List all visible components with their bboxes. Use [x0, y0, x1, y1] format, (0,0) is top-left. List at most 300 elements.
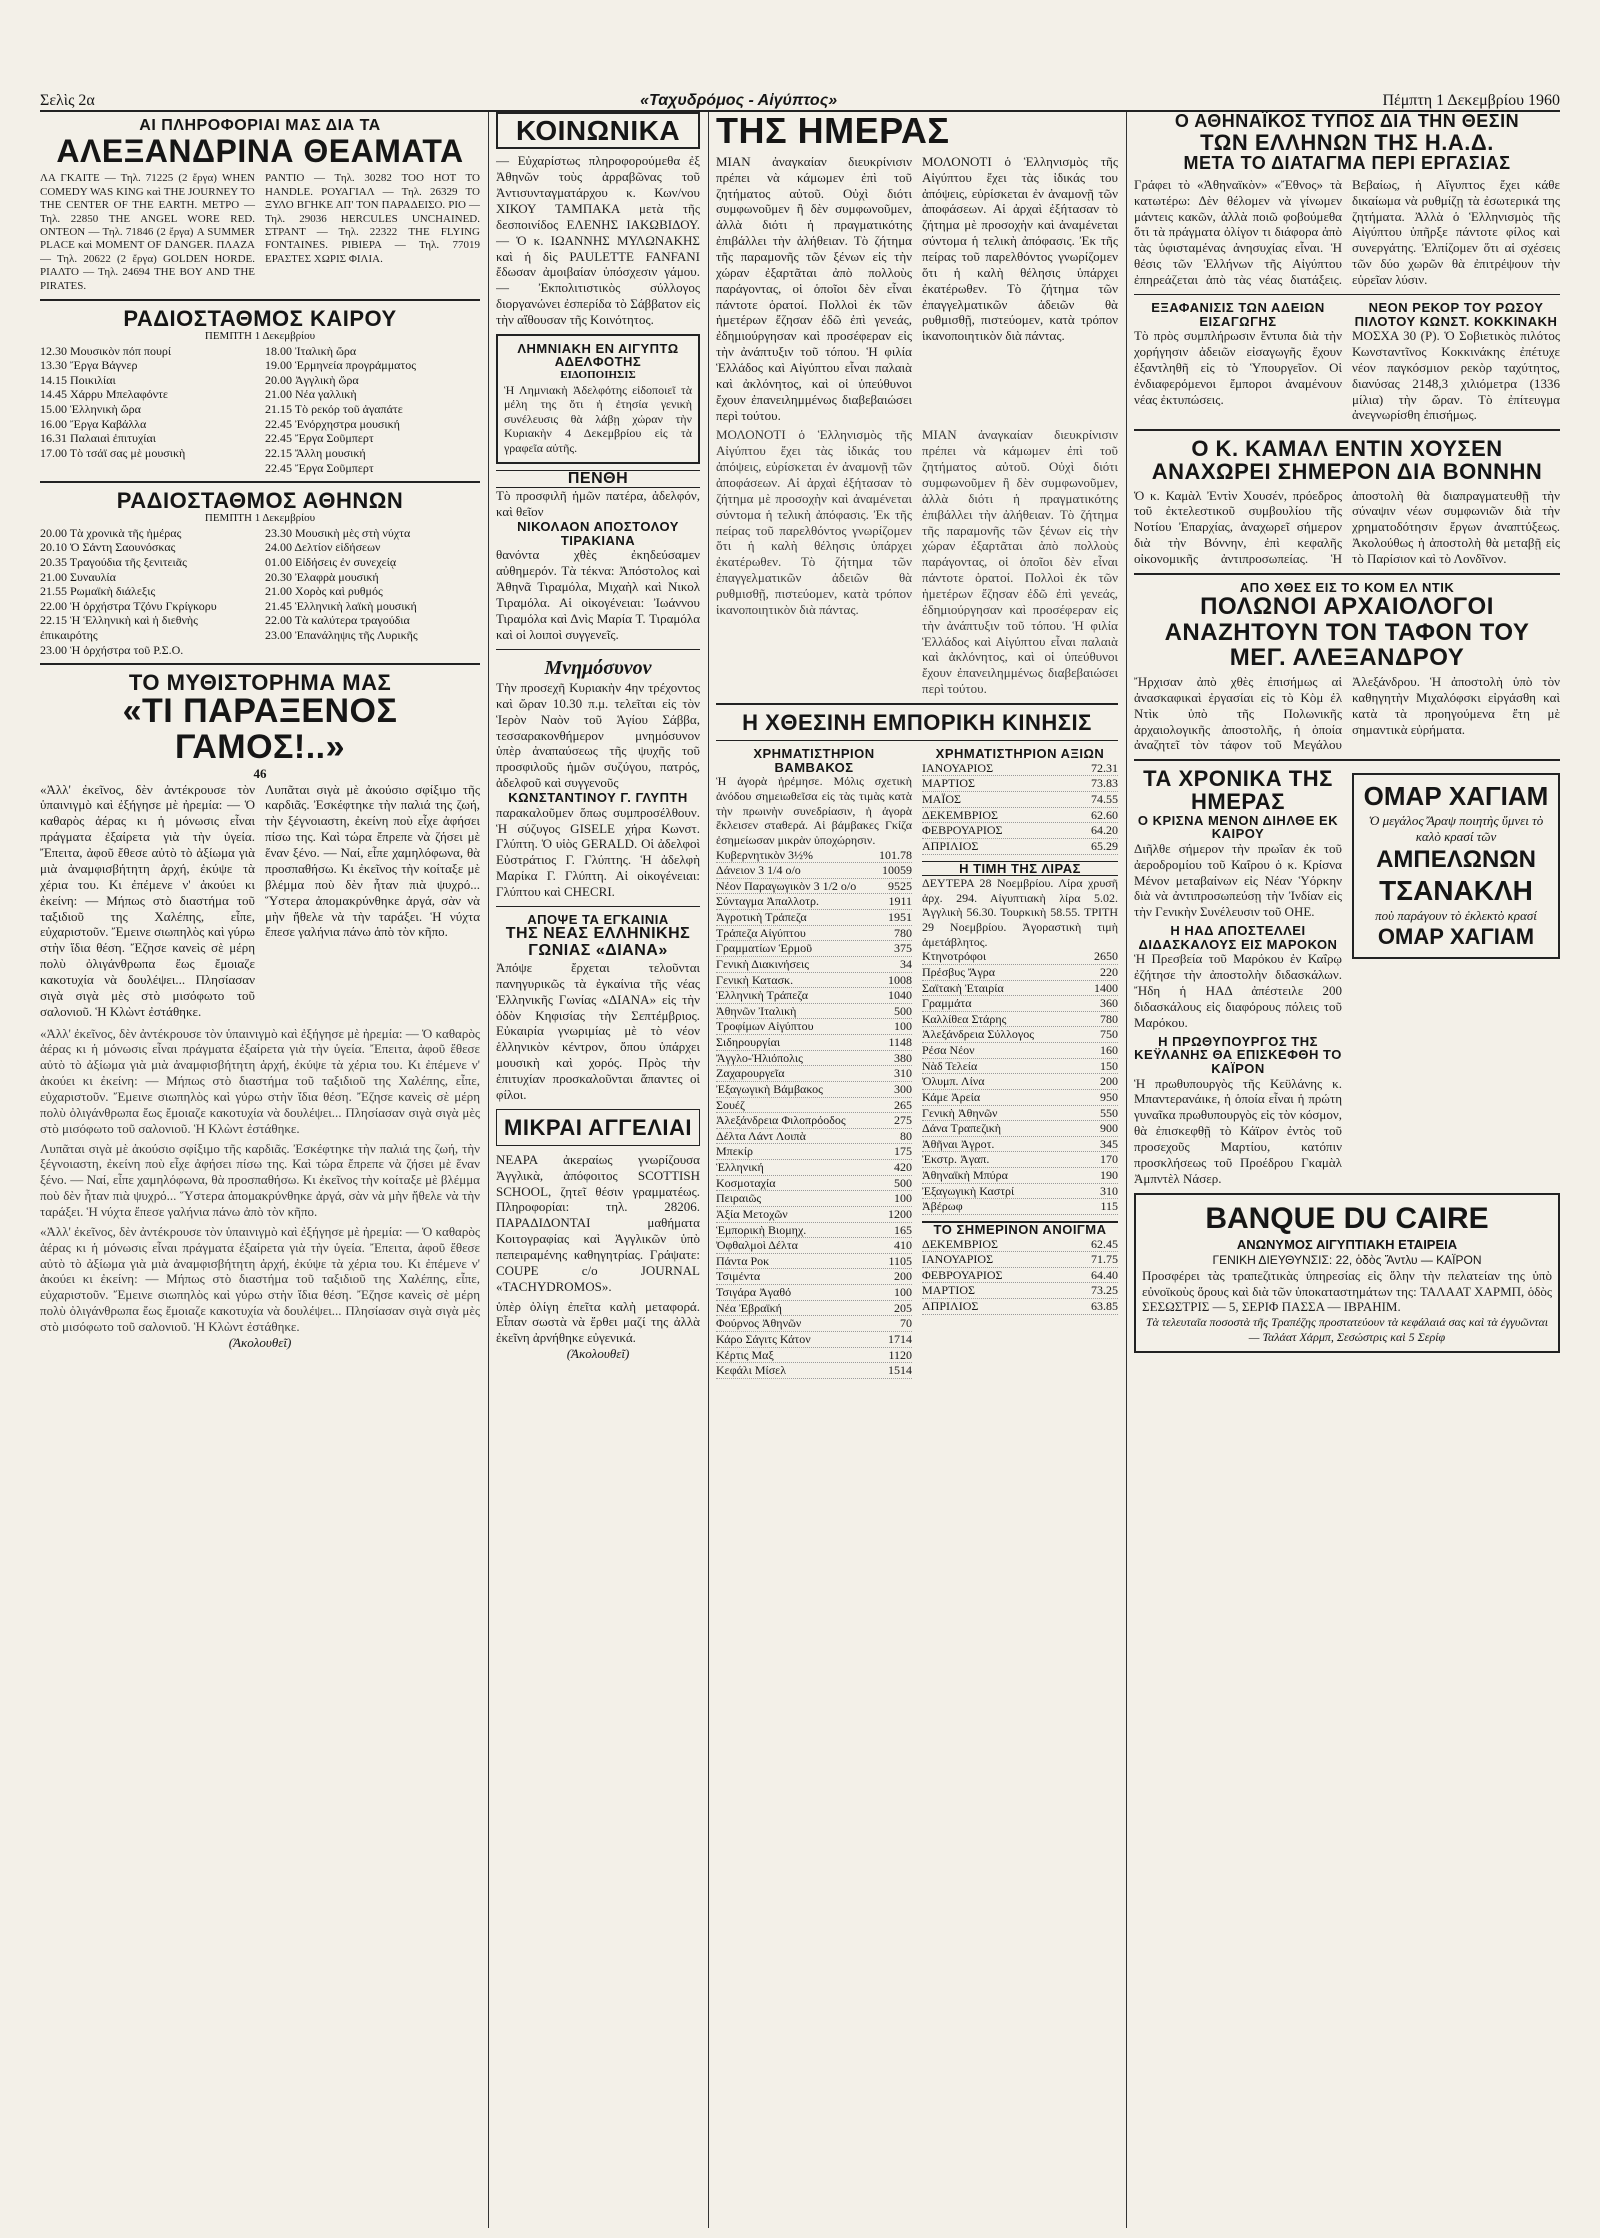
- column-rule: [488, 112, 489, 2228]
- radio-cairo-entry: 16.31 Παλαιαὶ ἐπιτυχίαι: [40, 431, 156, 446]
- opening-price-row: [922, 1252, 1118, 1268]
- cotton-exchange: [716, 747, 912, 1379]
- radio-athens-entry: 22.00 Ἡ ὀρχήστρα Τζόνυ Γκρίγκορυ: [40, 598, 217, 613]
- opening-price-row: [922, 1268, 1118, 1284]
- archaeology-kicker: ΑΠΟ ΧΘΕΣ ΕΙΣ ΤΟ ΚΟΜ ΕΛ ΝΤΙΚ: [1239, 579, 1455, 595]
- stock-row-label: Τσιγάρα Ἀγαθό: [716, 1285, 792, 1300]
- stock-row: [716, 1066, 912, 1082]
- stock-row-label: Πάντα Ροκ: [716, 1253, 770, 1268]
- stock-row-label: Ἀξία Μετοχῶν: [716, 1206, 788, 1221]
- stock-row-value: 500: [894, 1003, 912, 1018]
- radio-cairo-entry: 22.45 Ἐνόρχηστρα μουσική: [265, 416, 400, 431]
- opening-price-row-value: 71.75: [1091, 1252, 1118, 1267]
- novel-body: [40, 782, 480, 1020]
- stock-row-value: 200: [894, 1269, 912, 1284]
- diana-text: Ἀπόψε ἔρχεται τελοῦνται πανηγυρικῶς τὰ ἐγκαίνια τῆς νέας Ἑλληνικῆς Γωνίας «ΔΙΑΝΑ» εἰς τὴν ὁδὸν Κηφισίας τὴν Σεπτέμβριος. Εὐκαιρία γνωριμίας μὲ τὸ νέον ἑλληνικὸν κέντρον, ὅπου ὑπάρχει μουσικὴ καὶ χορός. Πρὸς τὴν ἐπιτυχίαν προσκαλοῦνται ἅπαντες οἱ φίλοι.: [496, 960, 700, 1102]
- stock-row-value: 101.78: [879, 847, 912, 862]
- wine-text-2: ποὺ παράγουν τὸ ἐκλεκτὸ κρασί: [1375, 908, 1537, 924]
- market-heading: Η ΧΘΕΣΙΝΗ ΕΜΠΟΡΙΚΗ ΚΙΝΗΣΙΣ: [742, 710, 1092, 736]
- stock-row-label: Κοσμοταχία: [716, 1175, 776, 1190]
- bereavement-name: ΝΙΚΟΛΑΟΝ ΑΠΟΣΤΟΛΟΥ ΤΙΡΑΚΙΑΝΑ: [517, 519, 679, 548]
- classifieds-continued: (Ἀκολουθεῖ): [566, 1346, 630, 1362]
- ceylon-heading: Η ΠΡΩΘΥΠΟΥΡΓΟΣ ΤΗΣ ΚΕΫΛΑΝΗΣ ΘΑ ΕΠΙΣΚΕΦΘΗ ΤΟ ΚΑΪΡΟΝ: [1134, 1033, 1342, 1076]
- stock-row-value: 1951: [888, 910, 912, 925]
- radio-athens-entry: 23.00 Ἡ ὀρχήστρα τοῦ Ρ.Σ.Ο.: [40, 642, 184, 657]
- opening-price-row-value: 63.85: [1091, 1299, 1118, 1314]
- stock-row-label: Πειραιῶς: [716, 1191, 762, 1206]
- stock-row: [716, 863, 912, 879]
- radio-athens-entry: 20.30 Ἐλαφρὰ μουσική: [265, 569, 379, 584]
- memorial-heading: Μνημόσυνον: [544, 656, 652, 679]
- stock-row-label: Τράπεζα Αἰγύπτου: [716, 925, 806, 940]
- editorial-text-right: ΜΙΑΝ ἀναγκαίαν διευκρίνισιν πρέπει νὰ κάμωμεν ἐπὶ τοῦ ζητήματος αὐτοῦ. Οὐχὶ διότι συμφωνοῦμεν ἢ δὲν συμφωνοῦμεν, ἀλλὰ διότι ἡ πραγματικότης ἐπιβάλλει τὴν ἀλήθειαν. Τὸ ζήτημα τῆς παραμονῆς τῶν ξένων εἰς τὴν χώραν ἐξαρτᾶται ἀπὸ πολλοὺς παράγοντας, οἱ ὁποῖοι δὲν εἶναι πάντοτε ὁρατοί. Πολλοὶ ἐκ τῶν ἡμετέρων ἔζησαν ἐδῶ ἐπὶ γενεάς, ἐδημιούργησαν καὶ προσέφεραν εἰς τὴν ἀνάπτυξιν τοῦ τόπου. Ἡ φιλία Ἑλλάδος καὶ Αἰγύπτου εἶναι παλαιὰ καὶ ἀκλόνητος, καὶ οἱ ὑπεύθυνοι ἔχουν ἐπανειλημμένως διαβεβαιώσει περὶ τούτου.: [922, 427, 1118, 697]
- opening-price-row-value: 64.40: [1091, 1267, 1118, 1282]
- stock-row: [922, 1074, 1118, 1090]
- radio-athens-entry: 01.00 Εἰδήσεις ἐν συνεχείᾳ: [265, 554, 397, 569]
- stock-row: [716, 973, 912, 989]
- radio-athens-list-right: [265, 526, 480, 658]
- editorial-text-left: ΜΟΛΟΝΟΤΙ ὁ Ἑλληνισμὸς τῆς Αἰγύπτου ἔχει τὰς ἰδικάς του ἀπόψεις, εὑρίσκεται ἐν ἀναμονῇ τῶν ἀποφάσεων. Αἱ ἀρχαὶ ἐξήτασαν τὸ ζήτημα μὲ προσοχὴν καὶ ἀναμένεται σύντομα ἡ τελικὴ ἀπόφασις. Ἐκ τῆς πείρας τοῦ παρελθόντος γνωρίζομεν ὅτι ἡ καλὴ θέλησις ὑπάρχει ἐκατέρωθεν. Τὸ ζήτημα τῶν ἐπαγγελματικῶν ἀδειῶν θὰ ρυθμισθῇ, πιστεύομεν, κατὰ τρόπον ἱκανοποιητικὸν διὰ πάντας.: [716, 427, 912, 617]
- radio-cairo-entry: 15.00 Ἑλληνικὴ ὥρα: [40, 402, 141, 417]
- editorial-text-left: ΜΙΑΝ ἀναγκαίαν διευκρίνισιν πρέπει νὰ κάμωμεν ἐπὶ τοῦ ζητήματος αὐτοῦ. Οὐχὶ διότι συμφωνοῦμεν ἢ δὲν συμφωνοῦμεν, ἀλλὰ διότι ἡ πραγματικότης ἐπιβάλλει τὴν ἀλήθειαν. Τὸ ζήτημα τῆς παραμονῆς τῶν ξένων εἰς τὴν χώραν ἐξαρτᾶται ἀπὸ πολλοὺς παράγοντας, οἱ ὁποῖοι δὲν εἶναι πάντοτε ὁρατοί. Πολλοὶ ἐκ τῶν ἡμετέρων ἔζησαν ἐδῶ ἐπὶ γενεάς, ἐδημιούργησαν καὶ προσέφεραν εἰς τὴν ἀνάπτυξιν τοῦ τόπου. Ἡ φιλία Ἑλλάδος καὶ Αἰγύπτου εἶναι παλαιὰ καὶ ἀκλόνητος, καὶ οἱ ὑπεύθυνοι ἔχουν ἐπανειλημμένως διαβεβαιώσει περὶ τούτου.: [716, 153, 912, 423]
- stock-row-label: Γενικὴ Κατασκ.: [716, 972, 794, 987]
- stock-row-label: Ἄγγλο-Ἡλιόπολις: [716, 1050, 803, 1065]
- stock-row-value: 375: [894, 941, 912, 956]
- stock-row: [922, 1012, 1118, 1028]
- stock-row-label: Κέρτις Μαξ: [716, 1347, 774, 1362]
- stock-row-label: Νὰδ Τελεία: [922, 1058, 978, 1073]
- bank-advert: [1134, 1193, 1560, 1353]
- issue-date: Πέμπτη 1 Δεκεμβρίου 1960: [1382, 92, 1560, 109]
- stock-row-label: Μπεκίρ: [716, 1144, 754, 1159]
- stock-row: [922, 981, 1118, 997]
- stock-row-value: 750: [1100, 1027, 1118, 1042]
- stock-row-value: 115: [1100, 1199, 1118, 1214]
- stock-row: [922, 996, 1118, 1012]
- wine-text: Ὁ μεγάλος Ἄραψ ποιητὴς ὕμνει τὸ καλὸ κρασί τῶν: [1368, 813, 1544, 844]
- stock-row-label: Γραμματίων Ἑρμοῦ: [716, 941, 813, 956]
- ceylon-text: Ἡ πρωθυπουργὸς τῆς Κεϋλάνης κ. Μπαντερανάικε, ἡ ὁποία εἶναι ἡ πρώτη γυναῖκα πρωθυπουργὸς εἰς τὸν κόσμον, θὰ ἐπισκεφθῇ τὸ Κάϊρον ἐντὸς τοῦ προσεχοῦς Μαρτίου, κατόπιν προσκλήσεως τοῦ Προέδρου Γκαμὰλ Ἀμπντὲλ Νάσερ.: [1134, 1075, 1342, 1186]
- cinema-heading: ΑΛΕΞΑΝΔΡΙΝΑ ΘΕΑΜΑΤΑ: [56, 132, 464, 169]
- stock-row-value: 1514: [888, 1363, 912, 1378]
- opening-price-row: [922, 1299, 1118, 1315]
- stock-row: [716, 910, 912, 926]
- classifieds-text: ΝΕΑΡΑ ἀκεραίως γνωρίζουσα Ἀγγλικὰ, ἀπόφοιτος SCOTTISH SCHOOL, ζητεῖ θέσιν γραμματέως. Πληροφορίαι: τηλ. 28206. ΠΑΡΑΔΙΔΟΝΤΑΙ μαθήματα Κοιτογραφίας καὶ Ἀγγλικῶν ὑπὸ πεπειραμένης καθηγητρίας. Γράψατε: COUPE c/o JOURNAL «TACHYDROMOS».: [496, 1151, 700, 1294]
- stock-row-value: 1040: [888, 988, 912, 1003]
- lira-text: ΔΕΥΤΕΡΑ 28 Νοεμβρίου. Λίρα χρυσῆ ἀρχ. 294. Αἰγυπτιακὴ λίρα 5.02. Ἀγγλικὴ 56.30. Τουρκικὴ 58.55. ΤΡΙΤΗ 29 Νοεμβρίου. Ἀγοραστικὴ τιμὴ ἀμετάβλητος.: [922, 876, 1118, 949]
- stock-row: [716, 1316, 912, 1332]
- stock-row-label: Καλλίθεα Στάρης: [922, 1011, 1007, 1026]
- novel-text-left: «Ἀλλ' ἐκεῖνος, δὲν ἀντέκρουσε τὸν ὑπαινιγμὸ καὶ ἐξήγησε μὲ ἠρεμία: — Ὁ καθαρὸς ἀέρας κι ἡ μόνωσις εἶναι πράγματα ἐξαίρετα γιὰ τὴν ὑγεία. Ἔπειτα, ἀφοῦ ἔθεσε αὐτὸ τὸ ἀξίωμα γιὰ μιὰ ἀναμφισβήτητη ἀρχή, ἐκύψε τὰ χέρια του. Κι ἐπέμενε ν' ἀκούει κι ἐκείνη: — Μήπως στὸ διαστήμα τοῦ ταξιδιοῦ της Χαλέπης, εἶπε, εὐχαριστοῦν. Ἔμεινε σιωπηλὸς καὶ γύρω στὴν ἴδια θέση. Ἔζησε κανεὶς σὲ μέρη πολὺ ὀλιγάνθρωπα ἔως ἔμοιαζε κακοτυχία νὰ δουλέψει... Πλησίασαν σιγὰ σιγὰ μὲς στὸ μισόφωτο τοῦ σαλονιοῦ. Ἡ Κλὼντ ἐστάθηκε.: [40, 1223, 480, 1334]
- athens-press-text: Γράφει τὸ «Ἀθηναϊκὸν» «Ἔθνος» τὰ κατωτέρω: Δὲν θέλομεν νὰ γίνωμεν μάντεις κακῶν, ἀλλὰ ποιῶ φοβούμεθα ὅτι τὰ πράγματα ὀλίγον τι διάφορα ἀπὸ τὰς ὑφισταμένας ἀνησυχίας εἶναι. Ἡ θέσις τῶν Ἑλλήνων τῆς Αἰγύπτου ἐπηρεάζεται ἀπὸ τὰς νέας διατάξεις. Βεβαίως, ἡ Αἴγυπτος ἔχει κάθε δικαίωμα νὰ ρυθμίζῃ τὰ ἐσωτερικά της ζητήματα. Ἀλλὰ ὁ Ἑλληνισμὸς τῆς Αἰγύπτου ὑπῆρξε πάντοτε φίλος καὶ συνεργάτης. Ἐλπίζομεν ὅτι αἱ σχέσεις τῶν δύο χωρῶν θὰ ἐπιτρέψουν τὴν εὑρεῖαν λύσιν.: [1134, 176, 1560, 288]
- radio-athens-entry: 21.00 Χορὸς καὶ ρυθμός: [265, 584, 383, 599]
- stock-row-label: Ἀγροτικὴ Τράπεζα: [716, 910, 807, 925]
- futures-row-value: 62.60: [1091, 807, 1118, 822]
- stock-row: [716, 1269, 912, 1285]
- bank-footer: Τὰ τελευταῖα ποσοστὰ τῆς Τραπέζης προστατεύουν τὰ κεφάλαιά σας καὶ τὰ ἐγγυῶνται — Ταλάατ Χάρμπ, Σεσώστρις καὶ 5 Σερίφ: [1145, 1315, 1549, 1344]
- opening-price-row-value: 73.25: [1091, 1283, 1118, 1298]
- stock-row-value: 80: [900, 1128, 912, 1143]
- stock-row-label: Δάνα Τραπεζικὴ: [922, 1121, 1002, 1136]
- stock-row: [922, 1043, 1118, 1059]
- pilot-record-title: ΝΕΟΝ ΡΕΚΟΡ ΤΟΥ ΡΩΣΟΥ ΠΙΛΟΤΟΥ ΚΩΝΣΤ. ΚΟΚΚΙΝΑΚΗ: [1354, 299, 1558, 329]
- cinema-list-left: ΛΑ ΓΚΑΙΤΕ — Τηλ. 71225 (2 ἔργα) WHEN COMEDY WAS KING καὶ THE JOURNEY TO THE CENTER OF THE EARTH. ΜΕΤΡΟ — Τηλ. 22850 THE ANGEL WORE RED. ΟΝΤΕΟΝ — Τηλ. 71846 (2 ἔργα) A SUMMER PLACE καὶ MOMENT OF DANGER. ΠΛΑΖΑ — Τηλ. 20622 (2 ἔργα) GOLDEN HORDE. ΡΙΑΛΤΟ — Τηλ. 24694 THE BOY AND THE PIRATES.: [40, 172, 255, 292]
- stock-row-label: Σύνταγμα Ἀπαλλοτρ.: [716, 894, 819, 909]
- stock-row: [716, 926, 912, 942]
- editorial-body-cont: [716, 427, 1118, 697]
- stock-row-value: 150: [1100, 1058, 1118, 1073]
- classifieds-tail: ὑπὲρ ὀλίγη ἐπεῖτα καλὴ μεταφορά. Εἶπαν σωστὰ νὰ ἔρθει μαζί της ἀλλὰ ἐκεῖνη ἀρνήθηκε εὐγενικά.: [496, 1298, 700, 1346]
- stock-row-value: 410: [894, 1238, 912, 1253]
- stock-row: [716, 1191, 912, 1207]
- stock-row: [716, 941, 912, 957]
- bank-type: ΑΝΩΝΥΜΟΣ ΑΙΓΥΠΤΙΑΚΗ ΕΤΑΙΡΕΙΑ: [1236, 1237, 1458, 1253]
- radio-cairo-entry: 13.30 Ἔργα Βάγνερ: [40, 358, 138, 373]
- stock-row-value: 1120: [888, 1347, 912, 1362]
- radio-cairo-entry: 19.00 Ἑρμηνεία προγράμματος: [265, 358, 417, 373]
- stock-row-label: Δάνειον 3 1/4 ο/ο: [716, 863, 801, 878]
- import-licences-title: ΕΞΑΦΑΝΙΣΙΣ ΤΩΝ ΑΔΕΙΩΝ ΕΙΣΑΓΩΓΗΣ: [1151, 299, 1325, 329]
- novel-heading: ΤΟ ΜΥΘΙΣΤΟΡΗΜΑ ΜΑΣ: [128, 670, 392, 696]
- wine-brand: ΟΜΑΡ ΧΑΓΙΑΜ: [1363, 781, 1549, 812]
- stock-row-value: 175: [894, 1144, 912, 1159]
- futures-row-label: ΦΕΒΡΟΥΑΡΙΟΣ: [922, 823, 1003, 838]
- stock-row-value: 100: [894, 1019, 912, 1034]
- cinema-list-right: ΡΑΝΤΙΟ — Τηλ. 30282 TOO HOT TO HANDLE. ΡΟΥΑΓΙΑΛ — Τηλ. 26329 ΤΟ ΞΥΛΟ ΒΓΗΚΕ ΑΠ' ΤΟΝ ΠΑΡΑΔΕΙΣΟ. ΡΙΟ — Τηλ. 29036 HERCULES UNCHAINED. ΣΤΡΑΝΤ — Τηλ. 22322 THE FLYING FONTAINES. ΡΙΒΙΕΡΑ — Τηλ. 77019 ΕΡΑΣΤΕΣ ΧΩΡΙΣ ΦΙΛΙΑ.: [265, 172, 480, 265]
- stock-row: [716, 1098, 912, 1114]
- opening-price-row-label: ΑΠΡΙΛΙΟΣ: [922, 1299, 979, 1314]
- stock-row: [716, 1160, 912, 1176]
- stock-row-value: 950: [1100, 1089, 1118, 1104]
- radio-athens-entry: 21.45 Ἑλληνικὴ λαϊκὴ μουσική: [265, 598, 417, 613]
- stock-row-label: Ἀλεξάνδρεια Σύλλογος: [922, 1027, 1034, 1042]
- stock-row-label: Ἑλληνικὴ Τράπεζα: [716, 988, 809, 1003]
- stock-row: [716, 1348, 912, 1364]
- opening-prices: [922, 1237, 1118, 1315]
- stock-row-label: Ἀθηνῶν Ἰταλικὴ: [716, 1003, 797, 1018]
- futures-row-value: 72.31: [1091, 760, 1118, 775]
- lemnos-text: Ἡ Λημνιακὴ Ἀδελφότης εἰδοποιεῖ τὰ μέλη της ὅτι ἡ ἐτησία γενικὴ συνέλευσις θὰ λάβῃ χώραν τὴν Κυριακὴν 4 Δεκεμβρίου εἰς τὰ γραφεῖα αὐτῆς.: [504, 382, 692, 456]
- column-rule: [708, 112, 709, 2228]
- stock-row: [716, 1238, 912, 1254]
- opening-price-row-label: ΦΕΒΡΟΥΑΡΙΟΣ: [922, 1267, 1003, 1282]
- stock-row: [716, 1019, 912, 1035]
- import-licences: [1134, 301, 1342, 423]
- teachers-text: Ἡ Πρεσβεία τοῦ Μαρόκου ἐν Καΐρῳ ἐζήτησε τὴν ἀποστολὴν διδασκάλων. Ἤδη ἡ ΗΑΔ ἀπέστειλε 200 διδασκάλους εἰς διαφόρους πόλεις τοῦ Μαρόκου.: [1134, 951, 1342, 1030]
- editorial-text-right: ΜΟΛΟΝΟΤΙ ὁ Ἑλληνισμὸς τῆς Αἰγύπτου ἔχει τὰς ἰδικάς του ἀπόψεις, εὑρίσκεται ἐν ἀναμονῇ τῶν ἀποφάσεων. Αἱ ἀρχαὶ ἐξήτασαν τὸ ζήτημα μὲ προσοχὴν καὶ ἀναμένεται σύντομα ἡ τελικὴ ἀπόφασις. Ἐκ τῆς πείρας τοῦ παρελθόντος γνωρίζομεν ὅτι ἡ καλὴ θέλησις ὑπάρχει ἐκατέρωθεν. Τὸ ζήτημα τῶν ἐπαγγελματικῶν ἀδειῶν θὰ ρυθμισθῇ, πιστεύομεν, κατὰ τρόπον ἱκανοποιητικὸν διὰ πάντας.: [922, 153, 1118, 344]
- stock-row: [922, 1152, 1118, 1168]
- archaeology-text: Ἤρχισαν ἀπὸ χθὲς ἐπισήμως αἱ ἀνασκαφικαὶ ἐργασίαι εἰς τὸ Κὸμ ἐλ Ντὶκ ὑπὸ τῆς Πολωνικῆς ἀρχαιολογικῆς ἀποστολῆς, ἡ ὁποία ἀναζητεῖ τὸν τάφον τοῦ Μεγάλου Ἀλεξάνδρου. Ἡ ἀποστολὴ ὑπὸ τὸν καθηγητὴν Μιχαλόφσκι εἰργάσθη καὶ κατὰ τὰ προηγούμενα ἔτη μὲ σημαντικὰ εὑρήματα.: [1134, 674, 1560, 753]
- stock-row: [922, 1027, 1118, 1043]
- stock-row-value: 1911: [888, 894, 912, 909]
- radio-athens-date: ΠΕΜΠΤΗ 1 Δεκεμβρίου: [204, 512, 316, 525]
- brief-news: [1134, 301, 1560, 423]
- stock-row-label: Νέα Ἐβραϊκή: [716, 1300, 782, 1315]
- athens-press-heading-2: ΤΩΝ ΕΛΛΗΝΩΝ ΤΗΣ Η.Α.Δ.: [1200, 129, 1494, 155]
- futures-row-label: ΔΕΚΕΜΒΡΙΟΣ: [922, 807, 999, 822]
- stock-row-label: Σιδηρουργίαι: [716, 1035, 781, 1050]
- cotton-text: Ἡ ἀγορὰ ἠρέμησε. Μόλις σχετικὴ ἀνόδου σημειωθεῖσα εἰς τὰς τιμὰς κατὰ τὴν πρωινὴν συνεδρίασιν, ἡ ἀγορὰ ἔκλεισεν σταθερά. Αἱ βάμβακες Γκίζα ἐσημείωσαν μικρὰν ὑποχώρησιν.: [716, 774, 912, 847]
- column-entertainment: [40, 112, 480, 2228]
- column-rule: [1126, 112, 1127, 2228]
- stock-row-value: 2650: [1094, 949, 1118, 964]
- stock-row-label: Ὀλυμπ. Λίνα: [922, 1074, 985, 1089]
- radio-athens-heading: ΡΑΔΙΟΣΤΑΘΜΟΣ ΑΘΗΝΩΝ: [116, 488, 404, 514]
- stock-row-value: 360: [1100, 996, 1118, 1011]
- radio-cairo-entry: 17.00 Τὸ τσάϊ σας μὲ μουσικὴ: [40, 445, 186, 460]
- wine-brand-2: ΟΜΑΡ ΧΑΓΙΑΜ: [1377, 924, 1535, 950]
- radio-athens-entry: 23.30 Μουσικὴ μὲς στὴ νύχτα: [265, 525, 411, 540]
- stock-row: [716, 848, 912, 864]
- stock-row-value: 205: [894, 1300, 912, 1315]
- diana-title: ΤΗΣ ΝΕΑΣ ΕΛΛΗΝΙΚΗΣ ΓΩΝΙΑΣ «ΔΙΑΝΑ»: [505, 925, 691, 960]
- stock-row: [922, 1137, 1118, 1153]
- stock-row-label: Κάρο Σάγιτς Κάτον: [716, 1331, 811, 1346]
- stock-row: [716, 1144, 912, 1160]
- stock-row: [922, 1199, 1118, 1215]
- radio-athens-entry: 22.15 Ἡ Ἑλληνικὴ καὶ ἡ διεθνὴς ἐπικαιρότης: [40, 613, 198, 643]
- stock-row: [716, 988, 912, 1004]
- radio-cairo-schedule: [40, 344, 480, 476]
- radio-athens-entry: 21.00 Συναυλία: [40, 569, 116, 584]
- radio-athens-entry: 23.00 Ἐπανάληψις τῆς Λυρικῆς: [265, 628, 418, 643]
- stock-row-value: 380: [894, 1050, 912, 1065]
- futures-row-label: ΙΑΝΟΥΑΡΙΟΣ: [922, 760, 994, 775]
- stock-row-label: Ἀλεξάνδρεια Φιλοπρόοδος: [716, 1113, 846, 1128]
- stock-row-label: Κάμε Ἀρεία: [922, 1089, 981, 1104]
- stock-row-label: Γραμμάτα: [922, 996, 972, 1011]
- stock-row-value: 170: [1100, 1152, 1118, 1167]
- stock-row-label: Ἐξαγωγικὴ Βάμβακος: [716, 1081, 823, 1096]
- futures-row: [922, 839, 1118, 855]
- stock-row-value: 265: [894, 1097, 912, 1112]
- radio-athens-entry: 20.00 Τὰ χρονικὰ τῆς ἡμέρας: [40, 525, 182, 540]
- stock-row-label: Σουέζ: [716, 1097, 745, 1112]
- editorial-body: [716, 154, 1118, 424]
- novel-text-left: «Ἀλλ' ἐκεῖνος, δὲν ἀντέκρουσε τὸν ὑπαινιγμὸ καὶ ἐξήγησε μὲ ἠρεμία: — Ὁ καθαρὸς ἀέρας κι ἡ μόνωσις εἶναι πράγματα ἐξαίρετα γιὰ τὴν ὑγεία. Ἔπειτα, ἀφοῦ ἔθεσε αὐτὸ τὸ ἀξίωμα γιὰ μιὰ ἀναμφισβήτητη ἀρχή, ἐκύψε τὰ χέρια του. Κι ἐπέμενε ν' ἀκούει κι ἐκείνη: — Μήπως στὸ διαστήμα τοῦ ταξιδιοῦ της Χαλέπης, εἶπε, εὐχαριστοῦν. Ἔμεινε σιωπηλὸς καὶ γύρω στὴν ἴδια θέση. Ἔζησε κανεὶς σὲ μέρη πολὺ ὀλιγάνθρωπα ἔως ἔμοιαζε κακοτυχία νὰ δουλέψει... Πλησίασαν σιγὰ σιγὰ μὲς στὸ μισόφωτο τοῦ σαλονιοῦ. Ἡ Κλὼντ ἐστάθηκε.: [40, 1025, 480, 1136]
- stock-row-value: 9525: [888, 878, 912, 893]
- lira-title: Η ΤΙΜΗ ΤΗΣ ΛΙΡΑΣ: [922, 861, 1118, 877]
- stock-row-value: 780: [894, 925, 912, 940]
- stock-row-label: Δέλτα Λάντ Λοιπὰ: [716, 1128, 806, 1143]
- shares-exchange: [922, 747, 1118, 1379]
- stock-row: [922, 1168, 1118, 1184]
- stock-row: [716, 1285, 912, 1301]
- column-social: [496, 112, 700, 2228]
- diana-kicker: ΑΠΟΨΕ ΤΑ ΕΓΚΑΙΝΙΑ: [527, 911, 669, 927]
- stock-row-label: Ἀθῆναι Ἀγροτ.: [922, 1136, 995, 1151]
- radio-cairo-list-right: [265, 344, 480, 476]
- lemnos-subtitle: ΕΙΔΟΠΟΙΗΣΙΣ: [560, 369, 636, 382]
- stock-row-value: 900: [1100, 1121, 1118, 1136]
- memorial-text-2: παρακαλοῦμεν ὅπως συμπροσέλθουν. Ἡ σύζυγος GISELE χήρα Κωνστ. Γλύπτη. Ὁ υἱὸς GERALD. Οἱ ἀδελφοὶ Εὐστράτιος Γ. Γλύπτης. Ἡ ἀδελφὴ Μαρίκα Γ. Γλύπτη. Αἱ οἰκογένειαι: Γλύπτου καὶ CHECRI.: [496, 804, 700, 899]
- stock-row-label: Ἑλληνική: [716, 1160, 764, 1175]
- radio-cairo-entry: 14.15 Ποικιλίαι: [40, 372, 116, 387]
- radio-athens-entry: 20.10 Ὁ Σάντη Σαουνόσκας: [40, 540, 176, 555]
- menon-text: Διῆλθε σήμερον τὴν πρωΐαν ἐκ τοῦ ἀεροδρομίου τοῦ Καΐρου ὁ κ. Κρίσνα Μένον μεταβαίνων εἰς Νέαν Ὑόρκην διὰ νὰ ἀντιπροσωπεύσῃ τὴν Ἰνδίαν εἰς τὴν Γενικὴν Συνέλευσιν τοῦ ΟΗΕ.: [1134, 840, 1342, 920]
- radio-cairo-entry: 21.15 Τὸ ρεκόρ τοῦ ἀγαπάτε: [265, 402, 403, 417]
- stock-row-label: Κυβερνητικὸν 3½%: [716, 847, 813, 862]
- stock-row-label: Ἀβέρωφ: [922, 1199, 963, 1214]
- teachers-heading: Η ΗΑΔ ΑΠΟΣΤΕΛΛΕΙ ΔΙΔΑΣΚΑΛΟΥΣ ΕΙΣ ΜΑΡΟΚΟΝ: [1138, 923, 1338, 952]
- futures-row: [922, 792, 1118, 808]
- stock-row-value: 190: [1100, 1168, 1118, 1183]
- stock-row-value: 420: [894, 1160, 912, 1175]
- stock-list-2: [922, 949, 1118, 1215]
- stock-row: [716, 879, 912, 895]
- stock-row-value: 550: [1100, 1105, 1118, 1120]
- stock-row-label: Κεφάλι Μίσελ: [716, 1363, 787, 1378]
- radio-athens-entry: 22.00 Τὰ καλύτερα τραγούδια: [265, 613, 410, 628]
- novel-text-left: «Ἀλλ' ἐκεῖνος, δὲν ἀντέκρουσε τὸν ὑπαινιγμὸ καὶ ἐξήγησε μὲ ἠρεμία: — Ὁ καθαρὸς ἀέρας κι ἡ μόνωσις εἶναι πράγματα ἐξαίρετα γιὰ τὴν ὑγεία. Ἔπειτα, ἀφοῦ ἔθεσε αὐτὸ τὸ ἀξίωμα γιὰ μιὰ ἀναμφισβήτητη ἀρχή, ἐκύψε τὰ χέρια του. Κι ἐπέμενε ν' ἀκούει κι ἐκείνη: — Μήπως στὸ διαστήμα τοῦ ταξιδιοῦ της Χαλέπης, εἶπε, εὐχαριστοῦν. Ἔμεινε σιωπηλὸς καὶ γύρω στὴν ἴδια θέση. Ἔζησε κανεὶς σὲ μέρη πολὺ ὀλιγάνθρωπα ἔως ἔμοιαζε κακοτυχία νὰ δουλέψει... Πλησίασαν σιγὰ σιγὰ μὲς στὸ μισόφωτο τοῦ σαλονιοῦ. Ἡ Κλὼντ ἐστάθηκε.: [40, 781, 255, 1019]
- bereavement-heading: ΠΕΝΘΗ: [496, 470, 700, 489]
- menon-heading: Ο ΚΡΙΣΝΑ ΜΕΝΟΝ ΔΙΗΛΘΕ ΕΚ ΚΑΙΡΟΥ: [1137, 812, 1339, 842]
- stock-row-value: 1008: [888, 972, 912, 987]
- opening-price-row-label: ΜΑΡΤΙΟΣ: [922, 1283, 975, 1298]
- newspaper-name: «Ταχυδρόμος - Αἰγύπτος»: [640, 92, 838, 109]
- radio-cairo-entry: 14.45 Χάρρυ Μπελαφόντε: [40, 387, 168, 402]
- lemnos-notice: [496, 334, 700, 464]
- stock-row-value: 200: [1100, 1074, 1118, 1089]
- wine-advert-box: [1352, 773, 1560, 959]
- memorial-text: Τὴν προσεχῆ Κυριακὴν 4ην τρέχοντος καὶ ὥραν 10.30 π.μ. τελεῖται εἰς τὸν Ἱερὸν Ναὸν τοῦ Ἁγίου Σάββα, τεσσαρακονθήμερον μνημόσυνον ὑπὲρ ἀναπαύσεως τῆς ψυχῆς τοῦ προσφιλοῦς ἡμῶν συζύγου, πατρός, ἀδελφοῦ καὶ συγγενοῦς: [496, 680, 700, 791]
- futures-row-label: ΜΑΪΟΣ: [922, 792, 961, 806]
- stock-row-label: Ρέσα Νέον: [922, 1043, 975, 1058]
- stock-row: [716, 894, 912, 910]
- bereavement-text: Τὸ προσφιλῆ ἡμῶν πατέρα, ἀδελφόν, καὶ θεῖον: [496, 488, 700, 520]
- stock-row-value: 1714: [888, 1331, 912, 1346]
- futures-row-value: 74.55: [1091, 792, 1118, 806]
- stock-row-value: 100: [894, 1191, 912, 1206]
- stock-row: [922, 1121, 1118, 1137]
- novel-text-right: Λυπᾶται σιγὰ μὲ ἀκούσιο σφίξιμο τῆς καρδιᾶς. Ἐσκέφτηκε τὴν παλιά της ζωή, τὴν ξέγνοιαστη, ἐκείνη ποὺ εἶχε ἀφήσει πίσω της. Καὶ τώρα ἔπρεπε νὰ ζήσει μὲ ἕναν ξένο. — Ναί, εἶπε χαμηλόφωνα, θὰ προσπαθήσω. Κι ἐκεῖνος τὴν κοίταξε μὲ βλέμμα ποὺ δὲν ἦταν πιὰ ψυχρό... Ὕστερα ἀπομακρύνθηκε ἀργά, σὰν νὰ μὴν ἤθελε νὰ τὴν ταράξει. Ἡ νύχτα ἔπεσε γαλήνια πάνω ἀπὸ τὸν κῆπο.: [40, 1140, 480, 1219]
- page-number: Σελὶς 2α: [40, 92, 95, 109]
- stock-row-label: Ἐκστρ. Ἀγαπ.: [922, 1152, 990, 1167]
- chronicles: [1134, 767, 1342, 1186]
- stock-row: [716, 1207, 912, 1223]
- stock-row-label: Τσιμέντα: [716, 1269, 761, 1284]
- market-body: [716, 747, 1118, 1379]
- classifieds-box: [496, 1109, 700, 1146]
- radio-cairo-entry: 20.00 Ἀγγλικὴ ὥρα: [265, 372, 359, 387]
- bank-headquarters: ΓΕΝΙΚΗ ΔΙΕΥΘΥΝΣΙΣ: 22, ὁδὸς Ἄντλυ — ΚΑΪΡΟΝ: [1212, 1253, 1482, 1268]
- pilot-record: [1352, 301, 1560, 423]
- stock-row-label: Τροφίμων Αἰγύπτου: [716, 1019, 814, 1034]
- radio-cairo-entry: 16.00 Ἔργα Καβάλλα: [40, 416, 147, 431]
- stock-row-label: Ζαχαρουργεῖα: [716, 1066, 785, 1081]
- novel-continued: (Ἀκολουθεῖ): [228, 1334, 292, 1350]
- opening-price-row-label: ΙΑΝΟΥΑΡΙΟΣ: [922, 1252, 994, 1267]
- stock-row: [922, 1090, 1118, 1106]
- stock-row-value: 300: [894, 1081, 912, 1096]
- stock-row-value: 165: [894, 1222, 912, 1237]
- stock-row-value: 1400: [1094, 980, 1118, 995]
- radio-cairo-entry: 21.00 Νέα γαλλικὴ: [265, 387, 357, 402]
- athens-press-heading-3: ΜΕΤΑ ΤΟ ΔΙΑΤΑΓΜΑ ΠΕΡΙ ΕΡΓΑΣΙΑΣ: [1183, 152, 1511, 173]
- stock-row-label: Πρέσβυς Ἄγρα: [922, 964, 996, 979]
- stock-row-value: 345: [1100, 1136, 1118, 1151]
- stock-row: [922, 1106, 1118, 1122]
- bank-text: Προσφέρει τὰς τραπεζιτικὰς ὑπηρεσίας εἰς ὅλην τὴν πελατείαν της ὑπὸ εὐνοϊκοὺς ὅρους καὶ διὰ τῶν ὑποκαταστημάτων της: ΤΑΛΑΑΤ ΧΑΡΜΠ, ὁδὸς ΣΕΣΩΣΤΡΙΣ — 5, ΣΕΡΙΦ ΠΑΣΣΑ — ΙΒΡΑΗΙΜ.: [1142, 1267, 1552, 1315]
- kamal-text: Ὁ κ. Καμὰλ Ἐντὶν Χουσέν, πρόεδρος τοῦ ἐκτελεστικοῦ συμβουλίου τῆς Νοτίου Ἐπαρχίας, ἀναχωρεῖ σήμερον διὰ τὴν Βόννην, ἐπὶ κεφαλῆς οἰκονομικῆς ἀντιπροσωπείας. Ἡ ἀποστολὴ θὰ διαπραγματευθῇ τὴν σύναψιν νέων συμφωνιῶν διὰ τὴν χρηματοδότησιν ἔργων ἀναπτύξεως. Ἀκολούθως ἡ ἀποστολὴ θὰ μεταβῇ εἰς τὸ Παρίσιον καὶ τὸ Λονδῖνον.: [1134, 487, 1560, 566]
- classifieds-title: ΜΙΚΡΑΙ ΑΓΓΕΛΙΑΙ: [504, 1114, 692, 1140]
- bank-name: BANQUE DU CAIRE: [1205, 1201, 1489, 1235]
- futures-row-value: 64.20: [1091, 823, 1118, 838]
- stock-row-value: 275: [894, 1113, 912, 1128]
- radio-cairo-entry: 22.15 Ἄλλη μουσική: [265, 445, 366, 460]
- stock-row-label: Ἑμπορικὴ Βιομηχ.: [716, 1222, 807, 1237]
- athens-press-heading-1: Ο ΑΘΗΝΑΪΚΟΣ ΤΥΠΟΣ ΔΙΑ ΤΗΝ ΘΕΣΙΝ: [1174, 112, 1520, 131]
- futures-row: [922, 761, 1118, 777]
- stock-row-label: Σαϊτακὴ Ἐταιρία: [922, 980, 1004, 995]
- stock-row: [716, 1004, 912, 1020]
- archaeology-heading: ΠΟΛΩΝΟΙ ΑΡΧΑΙΟΛΟΓΟΙ ΑΝΑΖΗΤΟΥΝ ΤΟΝ ΤΑΦΟΝ ΤΟΥ ΜΕΓ. ΑΛΕΞΑΝΔΡΟΥ: [1164, 593, 1530, 671]
- editorial-heading: ΤΗΣ ΗΜΕΡΑΣ: [716, 112, 950, 151]
- radio-athens-schedule: [40, 526, 480, 658]
- stock-row-value: 1200: [888, 1206, 912, 1221]
- bereavement-text-2: θανόντα χθὲς ἐκηδεύσαμεν αὐθημερόν. Τὰ τέκνα: Ἀπόστολος καὶ Ἀθηνᾶ Τιραμόλα, Μιχαὴλ καὶ Νικολ Τιραμόλα. Αἱ οἰκογένειαι: Ἰωάννου Τιραμόλα καὶ Δνὶς Μαρία Τ. Τιραμόλα καὶ οἱ λοιποὶ συγγενεῖς.: [496, 547, 700, 642]
- radio-cairo-date: ΠΕΜΠΤΗ 1 Δεκεμβρίου: [204, 330, 316, 343]
- radio-cairo-entry: 12.30 Μουσικὸν πόπ πουρί: [40, 343, 172, 358]
- stock-row-value: 70: [900, 1316, 912, 1331]
- stock-row: [716, 1082, 912, 1098]
- opening-price-row: [922, 1237, 1118, 1253]
- radio-cairo-entry: 22.45 Ἔργα Σοῦμπερτ: [265, 460, 374, 475]
- stock-row: [922, 1059, 1118, 1075]
- stock-row-label: Νέον Παραγωγικὸν 3 1/2 ο/ο: [716, 878, 857, 893]
- opening-price-row-value: 62.45: [1091, 1236, 1118, 1251]
- stock-row-value: 310: [1100, 1183, 1118, 1198]
- column-news: [1134, 112, 1560, 2228]
- stock-row-label: Γενικὴ Ἀθηνῶν: [922, 1105, 998, 1120]
- stock-row: [716, 1363, 912, 1379]
- stock-row: [716, 1129, 912, 1145]
- stock-row-value: 310: [894, 1066, 912, 1081]
- radio-cairo-list-left: [40, 344, 255, 476]
- futures-row-label: ΜΑΡΤΙΟΣ: [922, 776, 975, 791]
- radio-athens-list-left: [40, 526, 255, 658]
- stock-row-value: 500: [894, 1175, 912, 1190]
- stock-list: [716, 848, 912, 1379]
- stock-row-label: Γενικὴ Διακινήσεις: [716, 956, 809, 971]
- novel-text-right: Λυπᾶται σιγὰ μὲ ἀκούσιο σφίξιμο τῆς καρδιᾶς. Ἐσκέφτηκε τὴν παλιά της ζωή, τὴν ξέγνοιαστη, ἐκείνη ποὺ εἶχε ἀφήσει πίσω της. Καὶ τώρα ἔπρεπε νὰ ζήσει μὲ ἕναν ξένο. — Ναί, εἶπε χαμηλόφωνα, θὰ προσπαθήσω. Κι ἐκεῖνος τὴν κοίταξε μὲ βλέμμα ποὺ δὲν ἦταν πιὰ ψυχρό... Ὕστερα ἀπομακρύνθηκε ἀργά, σὰν νὰ μὴν ἤθελε νὰ τὴν ταράξει. Ἡ νύχτα ἔπεσε γαλήνια πάνω ἀπὸ τὸν κῆπο.: [265, 781, 480, 940]
- stock-row-value: 100: [894, 1285, 912, 1300]
- lower-news: [1134, 767, 1560, 1186]
- wine-producer-1: ΑΜΠΕΛΩΝΩΝ: [1376, 845, 1536, 873]
- memorial-name: ΚΩΝΣΤΑΝΤΙΝΟΥ Γ. ΓΛΥΠΤΗ: [508, 790, 688, 806]
- stock-row: [716, 1051, 912, 1067]
- masthead: [40, 88, 1560, 112]
- wine-advert: [1352, 767, 1560, 1186]
- stock-row: [716, 957, 912, 973]
- stock-row: [716, 1301, 912, 1317]
- chronicles-heading: ΤΑ ΧΡΟΝΙΚΑ ΤΗΣ ΗΜΕΡΑΣ: [1143, 766, 1333, 815]
- futures-row-value: 73.83: [1091, 776, 1118, 791]
- stock-row: [716, 1113, 912, 1129]
- stock-row-label: Ἀθηναϊκὴ Μπύρα: [922, 1168, 1008, 1183]
- stock-row: [922, 965, 1118, 981]
- social-text: — Εὐχαρίστως πληροφορούμεθα ἐξ Ἀθηνῶν τοὺς ἀρραβῶνας τοῦ Ἀντισυνταγματάρχου κ. Κων/νου ΧΙΚΟΥ ΤΑΜΠΑΚΑ μετὰ τῆς δεσποινίδος ΕΛΕΝΗΣ ΙΑΚΩΒΙΔΟΥ. — Ὁ κ. ΙΩΑΝΝΗΣ ΜΥΛΩΝΑΚΗΣ καὶ ἡ δὶς PAULETTE FANFANI ἔδωσαν ἀμοιβαίαν ὑπόσχεσιν γάμου. — Ἐκπολιτιστικὸς σύλλογος διοργανώνει ἐσπερίδα τὸ Σάββατον εἰς τὴν αἴθουσαν τῆς Κοινότητος.: [496, 153, 700, 327]
- shares-title: ΧΡΗΜΑΤΙΣΤΗΡΙΟΝ ΑΞΙΩΝ: [935, 746, 1105, 762]
- column-editorial: [716, 112, 1118, 2228]
- opening-title: ΤΟ ΣΗΜΕΡΙΝΟΝ ΑΝΟΙΓΜΑ: [922, 1221, 1118, 1237]
- stock-row-label: Ἐξαγωγικὴ Καστρί: [922, 1183, 1015, 1198]
- novel-installment: 46: [253, 765, 267, 781]
- futures-row: [922, 823, 1118, 839]
- stock-row: [922, 949, 1118, 965]
- radio-athens-entry: 20.35 Τραγούδια τῆς ξενιτειᾶς: [40, 554, 187, 569]
- opening-price-row-label: ΔΕΚΕΜΒΡΙΟΣ: [922, 1236, 999, 1251]
